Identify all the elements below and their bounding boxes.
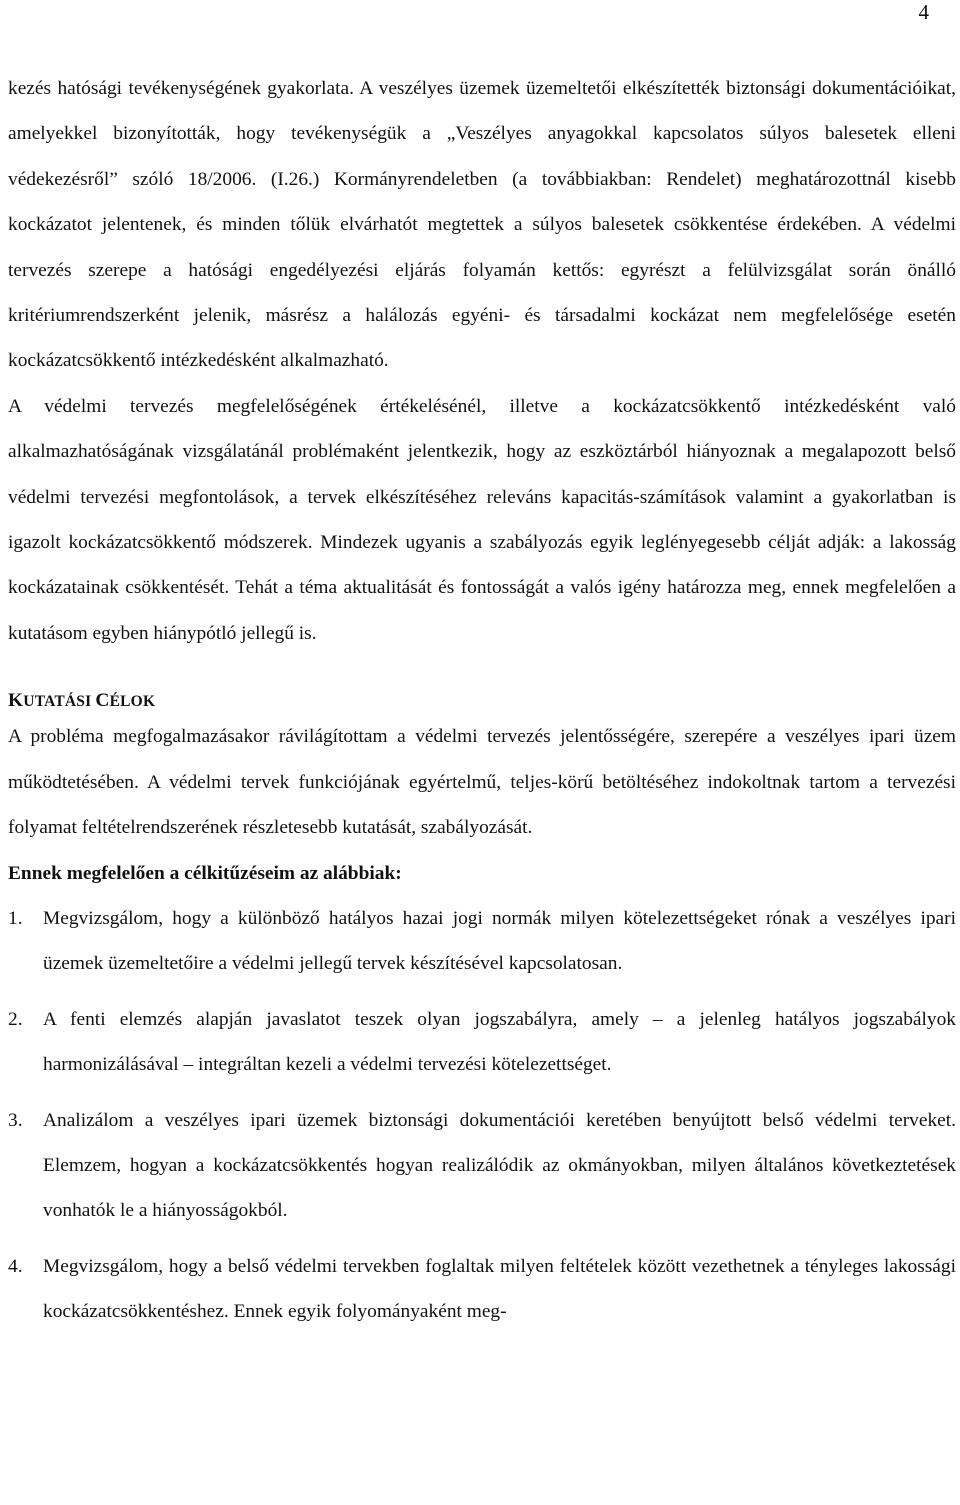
section-intro: A probléma megfogalmazásakor rávilágítottam a védelmi tervezés jelentősségére, szerepére a veszélyes ipari üzem működtetésében. A védelmi tervek funkciójának egyértelmű, teljes-körű betöltéséhez indokoltnak tartom a tervezési folyamat feltételrendszerének részletesebb kutatását, szabályozását. bbox=[8, 726, 956, 839]
aim-text: Megvizsgálom, hogy a különböző hatályos hazai jogi normák milyen kötelezettségeket rónak a veszélyes ipari üzemek üzemeltetőire a védelmi jellegű tervek készítésével kapcsolatosan. bbox=[43, 907, 956, 975]
aim-number: 2. bbox=[8, 1008, 23, 1030]
page-number: 4 bbox=[918, 0, 929, 24]
aim-number: 4. bbox=[8, 1255, 23, 1277]
page-content bbox=[8, 66, 956, 1345]
aims-list-item bbox=[8, 1244, 956, 1335]
aim-text: Analizálom a veszélyes ipari üzemek biztonsági dokumentációi keretében benyújtott belső védelmi terveket. Elemzem, hogyan a kockázatcsökkentés hogyan realizálódik az okmányokban, milyen általános következtetések vonhatók le a hiányosságokból. bbox=[43, 1109, 956, 1222]
aims-heading: Ennek megfelelően a célkitűzéseim az alábbiak: bbox=[8, 862, 402, 884]
aim-text: A fenti elemzés alapján javaslatot teszek olyan jogszabályra, amely – a jelenleg hatályos jogszabályok harmonizálásával – integráltan kezeli a védelmi tervezési kötelezettséget. bbox=[43, 1008, 956, 1076]
body-paragraph-1: kezés hatósági tevékenységének gyakorlata. A veszélyes üzemek üzemeltetői elkészítették biztonsági dokumentációikat, amelyekkel bizonyították, hogy tevékenységük a „Veszélyes anyagokkal kapcsolatos súlyos balesetek elleni védekezésről” szóló 18/2006. (I.26.) Kormányrendeletben (a továbbiakban: Rendelet) meghatározottnál kisebb kockázatot jelentenek, és minden tőlük elvárhatót megtettek a súlyos balesetek csökkentése érdekében. A védelmi tervezés szerepe a hatósági engedélyezési eljárás folyamán kettős: egyrészt a felülvizsgálat során önálló kritériumrendszerként jelenik, másrész a halálozás egyéni- és társadalmi kockázat nem megfelelősége esetén kockázatcsökkentő intézkedésként alkalmazható. bbox=[8, 78, 956, 372]
heading-rest-2: ÉLOK bbox=[109, 693, 156, 711]
aims-list-item bbox=[8, 896, 956, 987]
heading-rest-1: UTATÁSI bbox=[23, 693, 96, 711]
heading-initial-c: C bbox=[95, 690, 110, 712]
aims-list bbox=[8, 896, 956, 1335]
section-heading bbox=[8, 688, 956, 714]
aims-list-item bbox=[8, 1098, 956, 1234]
aim-number: 3. bbox=[8, 1109, 23, 1131]
aim-number: 1. bbox=[8, 907, 23, 929]
body-paragraph-2: A védelmi tervezés megfelelőségének értékelésénél, illetve a kockázatcsökkentő intézkedésként való alkalmazhatóságának vizsgálatánál problémaként jelentkezik, hogy az eszköztárból hiányoznak a megalapozott belső védelmi tervezési megfontolások, a tervek elkészítéséhez releváns kapacitás-számítások valamint a gyakorlatban is igazolt kockázatcsökkentő módszerek. Mindezek ugyanis a szabályozás egyik leglényegesebb célját adják: a lakosság kockázatainak csökkentését. Tehát a téma aktualitását és fontosságát a valós igény határozza meg, ennek megfelelően a kutatásom egyben hiánypótló jellegű is. bbox=[8, 395, 956, 644]
aim-text: Megvizsgálom, hogy a belső védelmi tervekben foglaltak milyen feltételek között vezethetnek a tényleges lakossági kockázatcsökkentéshez. Ennek egyik folyományaként meg- bbox=[43, 1255, 956, 1323]
aims-list-item bbox=[8, 997, 956, 1088]
heading-initial-k: K bbox=[8, 690, 24, 712]
